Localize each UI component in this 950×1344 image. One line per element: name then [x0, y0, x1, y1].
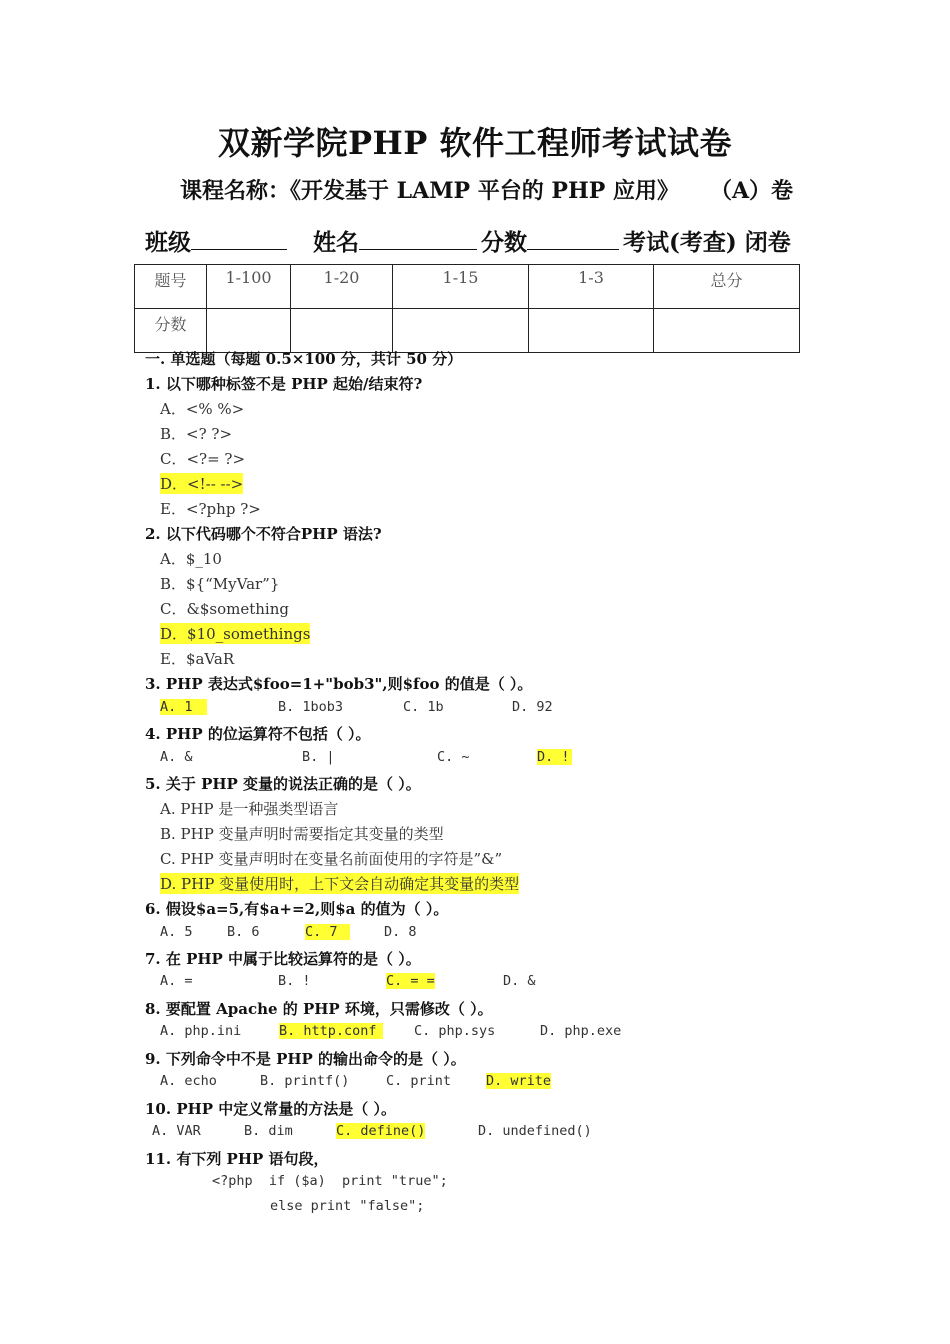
class-label: 班级	[145, 229, 191, 256]
option: A. php.ini	[160, 1023, 242, 1039]
option: A. =	[160, 973, 193, 989]
answer-option: D．<!-- -->	[160, 475, 244, 493]
question-6: 6. 假设$a=5,有$a+=2,则$a 的值为（ ）。	[145, 900, 449, 918]
option: C. php.sys	[414, 1023, 496, 1039]
student-info-line	[145, 224, 791, 257]
row-label-cell: 分数	[135, 309, 207, 353]
header-cell: 1-20	[291, 265, 393, 309]
code-line: else print "false";	[270, 1198, 425, 1214]
option: B．${“MyVar”}	[160, 575, 280, 593]
score-cell[interactable]	[291, 309, 393, 353]
option: D. undefined()	[478, 1123, 592, 1139]
question-11: 11. 有下列 PHP 语句段，	[145, 1150, 329, 1168]
exam-type-label: 考试(考查) 闭卷	[623, 229, 791, 256]
score-cell[interactable]	[393, 309, 529, 353]
section-title: 一. 单选题（每题 0.5×100 分，共计 50 分）	[145, 350, 463, 368]
score-cell[interactable]	[654, 309, 800, 353]
header-cell: 1-3	[529, 265, 654, 309]
option: B. PHP 变量声明时需要指定其变量的类型	[160, 825, 444, 843]
score-blank[interactable]	[527, 225, 619, 250]
question-5: 5. 关于 PHP 变量的说法正确的是（ ）。	[145, 775, 421, 793]
option: D. 8	[384, 924, 417, 940]
exam-title: 双新学院PHP 软件工程师考试试卷	[217, 124, 732, 162]
option: B. dim	[244, 1123, 293, 1139]
score-table-score-row	[135, 309, 800, 353]
option: C．<?= ?>	[160, 450, 246, 468]
answer-option: C. define()	[336, 1123, 426, 1139]
option: B．<? ?>	[160, 425, 233, 443]
question-9: 9. 下列命令中不是 PHP 的输出命令的是（ ）。	[145, 1050, 466, 1068]
course-subtitle	[180, 174, 793, 205]
option: A. PHP 是一种强类型语言	[160, 800, 339, 818]
option: B. printf()	[260, 1073, 350, 1089]
option: D. 92	[512, 699, 553, 715]
score-cell[interactable]	[207, 309, 291, 353]
score-cell[interactable]	[529, 309, 654, 353]
option: A. echo	[160, 1073, 217, 1089]
option: E．<?php ?>	[160, 500, 261, 518]
answer-option: D. !	[537, 749, 570, 765]
option: B. 6	[227, 924, 260, 940]
answer-option: C. 7	[305, 924, 350, 940]
answer-option: D. PHP 变量使用时，上下文会自动确定其变量的类型	[160, 875, 520, 893]
option: B. !	[278, 973, 311, 989]
header-cell: 1-100	[207, 265, 291, 309]
answer-option: A. 1	[160, 699, 207, 715]
option: A．$_10	[160, 550, 222, 568]
option: D. &	[503, 973, 536, 989]
answer-option: C. = =	[386, 973, 435, 989]
score-table	[134, 264, 800, 353]
question-10: 10. PHP 中定义常量的方法是（ ）。	[145, 1100, 396, 1118]
answer-option: D. write	[486, 1073, 552, 1089]
option: C. print	[386, 1073, 452, 1089]
name-blank[interactable]	[359, 225, 477, 250]
score-label: 分数	[481, 229, 528, 256]
score-table-header-row	[135, 265, 800, 309]
option: A. VAR	[152, 1123, 201, 1139]
option: B. 1bob3	[278, 699, 344, 715]
paper-version: （A）卷	[720, 178, 794, 204]
answer-option: D．$10_somethings	[160, 625, 311, 643]
option: A. 5	[160, 924, 193, 940]
option: D. php.exe	[540, 1023, 622, 1039]
question-8: 8. 要配置 Apache 的 PHP 环境，只需修改（ ）。	[145, 1000, 493, 1018]
header-cell: 1-15	[393, 265, 529, 309]
option: A. &	[160, 749, 193, 765]
question-1: 1. 以下哪种标签不是 PHP 起始/结束符?	[145, 375, 423, 393]
option: C．&$something	[160, 600, 289, 618]
question-4: 4. PHP 的位运算符不包括（ ）。	[145, 725, 371, 743]
header-cell: 总分	[654, 265, 800, 309]
course-name: 课程名称：《开发基于 LAMP 平台的 PHP 应用》	[180, 178, 679, 204]
option: C. ~	[437, 749, 470, 765]
name-label: 姓名	[313, 229, 360, 256]
question-3: 3. PHP 表达式$foo=1+"bob3",则$foo 的值是（ ）。	[145, 675, 533, 693]
option: E．$aVaR	[160, 650, 235, 668]
answer-option: B. http.conf	[279, 1023, 383, 1039]
header-cell: 题号	[135, 265, 207, 309]
option: B. |	[302, 749, 335, 765]
option: C. PHP 变量声明时在变量名前面使用的字符是”&”	[160, 850, 503, 868]
option: C. 1b	[403, 699, 444, 715]
question-7: 7. 在 PHP 中属于比较运算符的是（ ）。	[145, 950, 421, 968]
class-blank[interactable]	[191, 225, 287, 250]
question-2: 2. 以下代码哪个不符合PHP 语法?	[145, 525, 382, 543]
code-line: <?php if ($a) print "true";	[212, 1173, 448, 1189]
option: A．<% %>	[160, 400, 245, 418]
